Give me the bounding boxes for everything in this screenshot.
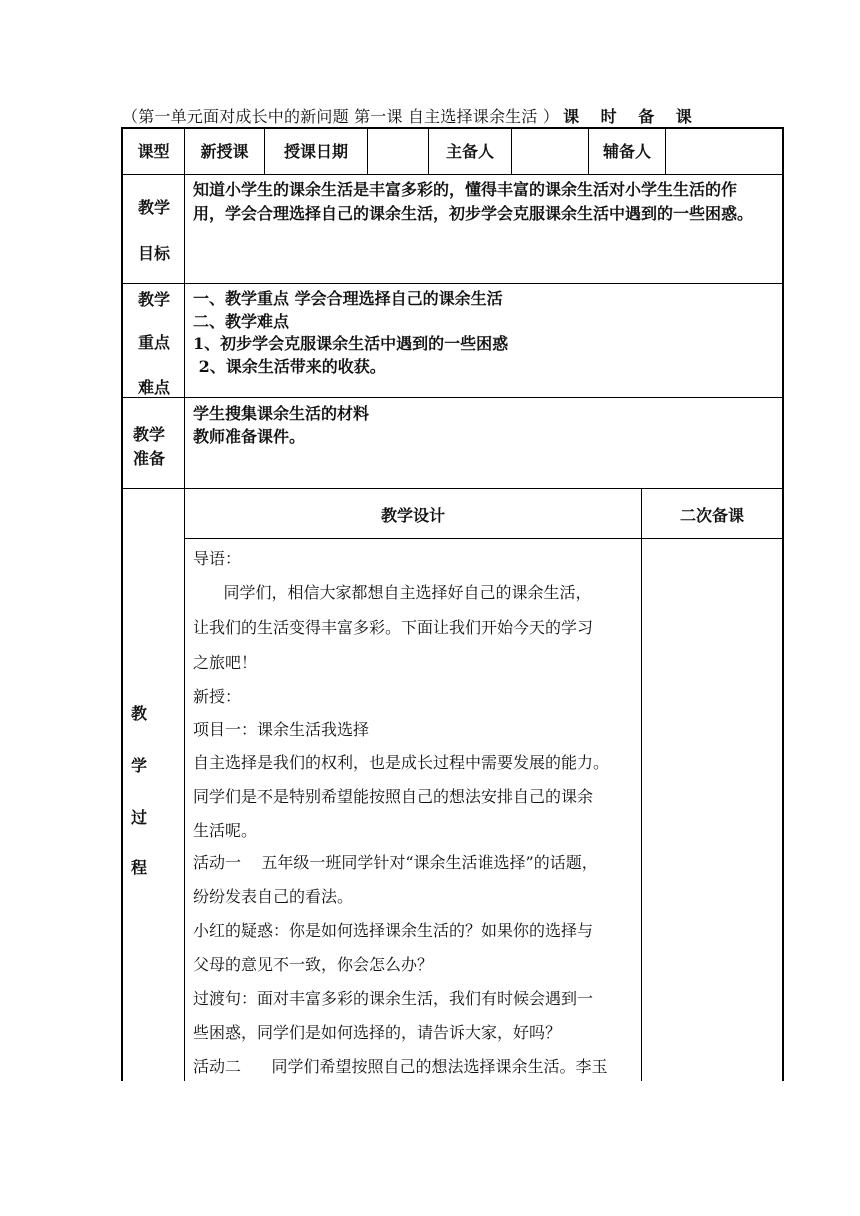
assistant-preparer-label: 辅备人 — [602, 142, 651, 161]
objectives-label-line2: 目标 — [137, 244, 170, 263]
document-title — [122, 104, 762, 127]
date-label: 授课日期 — [283, 142, 348, 161]
process-text-line: 导语： — [193, 549, 242, 568]
objectives-text-line: 知道小学生的课余生活是丰富多彩的，懂得丰富的课余生活对小学生生活的作 — [193, 180, 738, 199]
design-column-header: 教学设计 — [380, 506, 445, 525]
process-text-line: 同学们是不是特别希望能按照自己的想法安排自己的课余 — [193, 787, 594, 806]
key-points-label-line2: 重点 — [137, 333, 170, 352]
key-points-text-line: 2、课余生活带来的收获。 — [193, 357, 386, 376]
preparation-text-line: 学生搜集课余生活的材料 — [193, 404, 370, 423]
table-rule-vertical — [641, 488, 642, 1081]
process-text-line: 之旅吧！ — [193, 653, 258, 672]
process-label-char: 教 — [130, 704, 147, 723]
key-points-label-line3: 难点 — [137, 378, 170, 397]
type-label: 课型 — [137, 142, 170, 161]
table-border-right — [782, 127, 784, 1081]
process-text-line: 自主选择是我们的权利，也是成长过程中需要发展的能力。 — [193, 753, 610, 772]
table-rule — [121, 174, 784, 175]
process-text-line: 活动二 同学们希望按照自己的想法选择课余生活。李玉 — [193, 1057, 608, 1076]
process-text-line: 父母的意见不一致，你会怎么办？ — [193, 955, 434, 974]
key-points-text-line: 一、教学重点 学会合理选择自己的课余生活 — [193, 289, 503, 308]
process-text-line: 过渡句：面对丰富多彩的课余生活，我们有时候会遇到一 — [193, 989, 594, 1008]
table-rule — [121, 397, 784, 398]
preparation-label-line2: 准备 — [132, 449, 165, 468]
process-text-line: 新授： — [193, 687, 242, 706]
process-text-line: 让我们的生活变得丰富多彩。下面让我们开始今天的学习 — [193, 618, 594, 637]
preparation-text-line: 教师准备课件。 — [193, 427, 306, 446]
table-rule-vertical — [367, 127, 368, 174]
table-rule-vertical — [665, 127, 666, 174]
process-label-char: 过 — [130, 808, 147, 827]
process-text-line: 纷纷发表自己的看法。 — [193, 887, 354, 906]
process-text-line: 些困惑，同学们是如何选择的，请告诉大家，好吗？ — [193, 1023, 562, 1042]
preparation-label-line1: 教学 — [132, 425, 165, 444]
table-rule-vertical — [511, 127, 512, 174]
type-value: 新授课 — [200, 142, 249, 161]
process-text-line: 项目一：课余生活我选择 — [193, 720, 370, 739]
main-preparer-label: 主备人 — [445, 142, 494, 161]
process-label-char: 程 — [130, 858, 147, 877]
process-text-line: 生活呢。 — [193, 821, 258, 840]
table-rule — [184, 538, 784, 539]
table-rule-vertical — [184, 127, 185, 1081]
title-suffix: 课 时 备 课 — [563, 107, 700, 126]
objectives-text-line: 用，学会合理选择自己的课余生活，初步学会克服课余生活中遇到的一些困惑。 — [193, 204, 754, 223]
table-border-left — [121, 127, 123, 1081]
table-border-top — [121, 127, 784, 129]
process-text-line: 小红的疑惑：你是如何选择课余生活的？如果你的选择与 — [193, 921, 594, 940]
process-text-line: 活动一 五年级一班同学针对“课余生活谁选择”的话题， — [193, 853, 598, 872]
second-prep-column-header: 二次备课 — [679, 506, 744, 525]
table-rule — [121, 488, 784, 489]
process-text-line: 同学们，相信大家都想自主选择好自己的课余生活， — [193, 583, 592, 602]
title-unit-text: （第一单元面对成长中的新问题 第一课 自主选择课余生活 ） — [122, 107, 560, 126]
key-points-text-line: 1、初步学会克服课余生活中遇到的一些困惑 — [193, 334, 509, 353]
key-points-text-line: 二、教学难点 — [193, 312, 290, 331]
key-points-label-line1: 教学 — [137, 290, 170, 309]
table-rule — [121, 283, 784, 284]
process-label-char: 学 — [130, 756, 147, 775]
objectives-label-line1: 教学 — [137, 198, 170, 217]
